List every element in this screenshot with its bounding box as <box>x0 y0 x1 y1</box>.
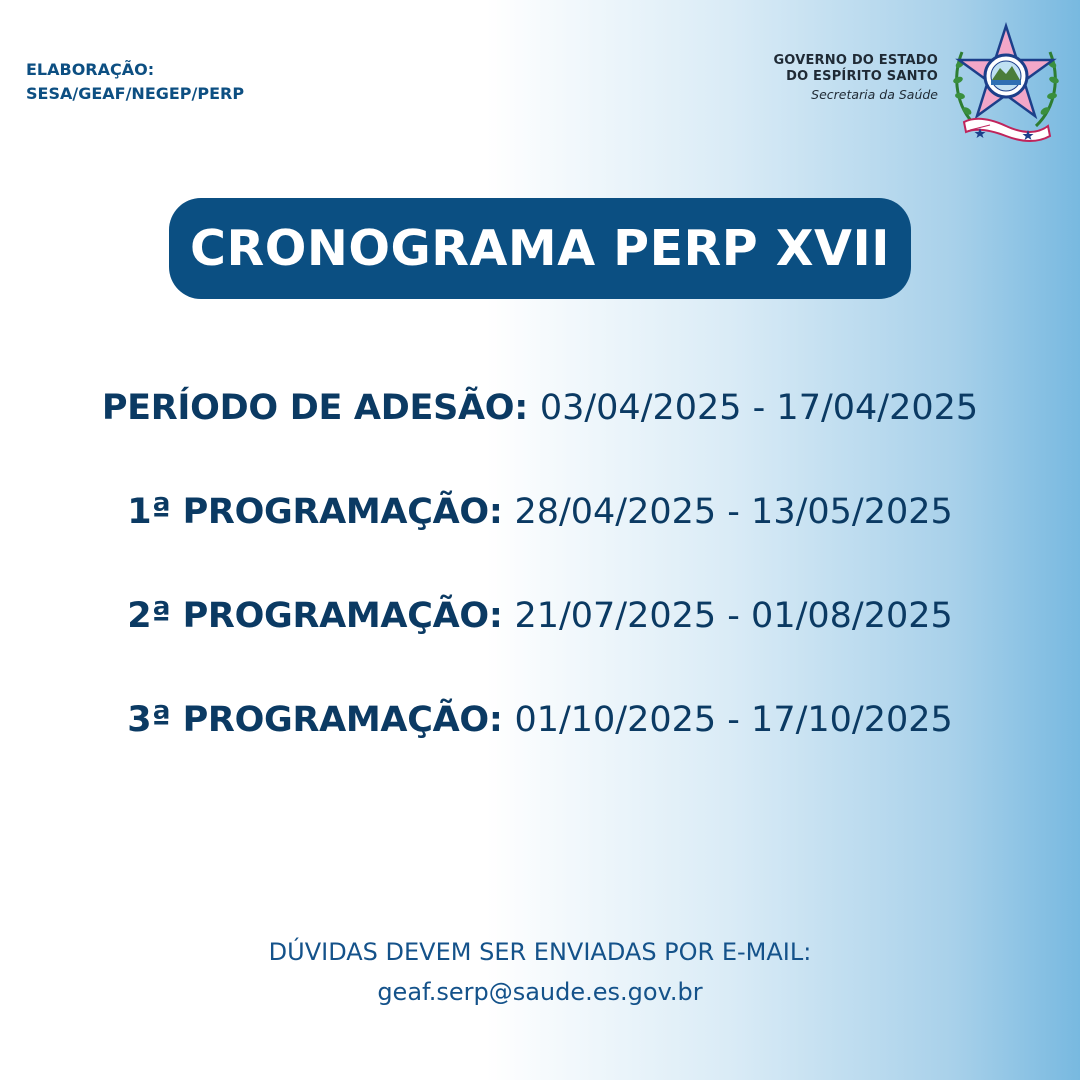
schedule-label: 3ª PROGRAMAÇÃO: <box>127 700 515 740</box>
credit-department: SESA/GEAF/NEGEP/PERP <box>26 84 245 103</box>
gov-line-2: DO ESPÍRITO SANTO <box>786 69 938 84</box>
schedule-label: 2ª PROGRAMAÇÃO: <box>127 596 515 636</box>
schedule-dates: 03/04/2025 - 17/04/2025 <box>539 388 979 428</box>
credit-block <box>26 58 244 106</box>
schedule-row-programming-3 <box>0 700 1080 740</box>
gov-line-1: GOVERNO DO ESTADO <box>773 53 938 68</box>
page-title: CRONOGRAMA PERP XVII <box>190 220 890 277</box>
schedule-label: PERÍODO DE ADESÃO: <box>101 388 540 428</box>
schedule-row-adhesion <box>0 388 1080 428</box>
contact-instruction: DÚVIDAS DEVEM SER ENVIADAS POR E-MAIL: <box>268 938 812 966</box>
government-name <box>773 53 938 105</box>
schedule-dates: 28/04/2025 - 13/05/2025 <box>514 492 953 532</box>
gov-line-3: Secretaria da Saúde <box>811 87 938 102</box>
credit-label: ELABORAÇÃO: <box>26 60 155 79</box>
schedule-dates: 21/07/2025 - 01/08/2025 <box>514 596 953 636</box>
schedule-row-programming-2 <box>0 596 1080 636</box>
contact-email[interactable]: geaf.serp@saude.es.gov.br <box>377 978 703 1006</box>
schedule-row-programming-1 <box>0 492 1080 532</box>
coat-of-arms-icon <box>950 22 1062 144</box>
schedule-dates: 01/10/2025 - 17/10/2025 <box>514 700 953 740</box>
title-banner <box>169 198 911 299</box>
schedule-label: 1ª PROGRAMAÇÃO: <box>127 492 515 532</box>
